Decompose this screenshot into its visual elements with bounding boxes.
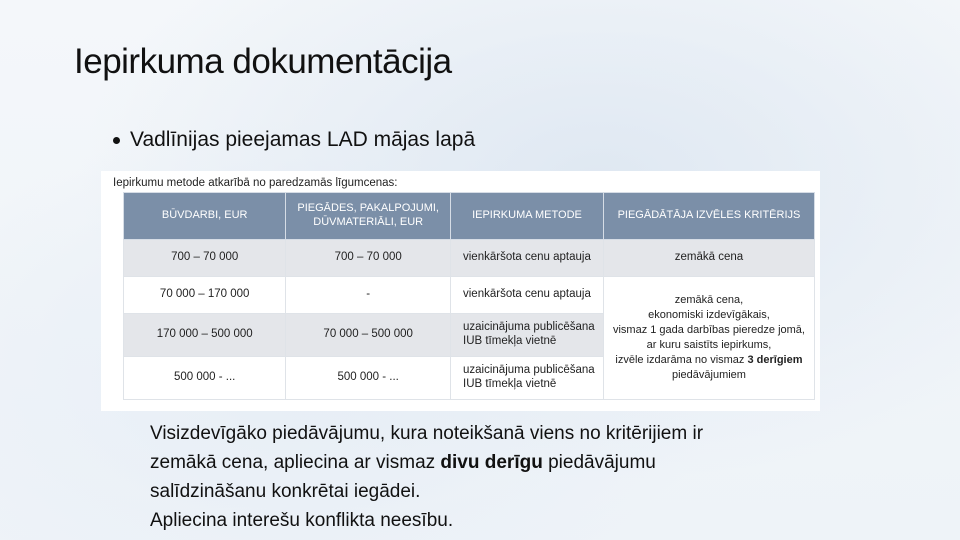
table-header-row [124, 193, 815, 240]
header-criteria: PIEGĀDĀTĀJA IZVĒLES KRITĒRIJS [603, 193, 814, 240]
criteria-line: ar kuru saistīts iepirkums, [646, 339, 772, 351]
table-row [124, 277, 815, 314]
table-caption: Iepirkumu metode atkarībā no paredzamās līgumcenas: [113, 177, 398, 189]
criteria-line: vismaz 1 gada darbības pieredze jomā, [612, 324, 805, 337]
criteria-line: ekonomiski izdevīgākais, [648, 309, 770, 322]
cell-works: 70 000 – 170 000 [124, 277, 286, 314]
header-method: IEPIRKUMA METODE [451, 193, 604, 240]
cell-method: uzaicinājuma publicēšana IUB tīmekļa vietnē [451, 357, 604, 400]
cell-works: 700 – 70 000 [124, 240, 286, 277]
cell-method: vienkāršota cenu aptauja [451, 277, 604, 314]
procurement-methods-table [123, 192, 815, 400]
paragraph-line: salīdzināšanu konkrētai iegādei. [150, 481, 421, 502]
table-row [124, 240, 815, 277]
paragraph-bold: divu derīgu [440, 452, 543, 473]
bullet-item [113, 128, 475, 152]
paragraph-text: piedāvājumu [542, 452, 656, 473]
cell-supplies: 500 000 - ... [286, 357, 451, 400]
criteria-line [608, 353, 810, 368]
criteria-bold: 3 derīgiem [747, 353, 803, 366]
paragraph-text: zemākā cena, apliecina ar vismaz [150, 452, 441, 473]
paragraph-line: Apliecina interešu konflikta neesību. [150, 510, 454, 531]
cell-criteria: zemākā cena [603, 240, 814, 277]
procurement-table-image [101, 171, 820, 411]
paragraph-line [150, 448, 703, 477]
header-supplies: PIEGĀDES, PAKALPOJUMI, DŪVMATERIĀLI, EUR [286, 193, 451, 240]
paragraph-line: Visizdevīgāko piedāvājumu, kura noteikšanā viens no kritērijiem ir [150, 423, 704, 444]
criteria-line: piedāvājumiem [671, 368, 746, 381]
header-works: BŪVDARBI, EUR [124, 193, 286, 240]
cell-method: vienkāršota cenu aptauja [451, 240, 604, 277]
cell-supplies: 700 – 70 000 [286, 240, 451, 277]
cell-criteria-merged [603, 277, 814, 400]
body-paragraph [150, 419, 703, 535]
criteria-text: izvēle izdarāma no vismaz [615, 353, 748, 366]
bullet-text: Vadlīnijas pieejamas LAD mājas lapā [130, 128, 476, 151]
bullet-icon [113, 137, 120, 144]
slide-title: Iepirkuma dokumentācija [74, 42, 452, 81]
criteria-line: zemākā cena, [674, 294, 744, 307]
cell-supplies: 70 000 – 500 000 [286, 314, 451, 357]
cell-method: uzaicinājuma publicēšana IUB tīmekļa vietnē [451, 314, 604, 357]
cell-supplies: - [286, 277, 451, 314]
cell-works: 500 000 - ... [124, 357, 286, 400]
cell-works: 170 000 – 500 000 [124, 314, 286, 357]
